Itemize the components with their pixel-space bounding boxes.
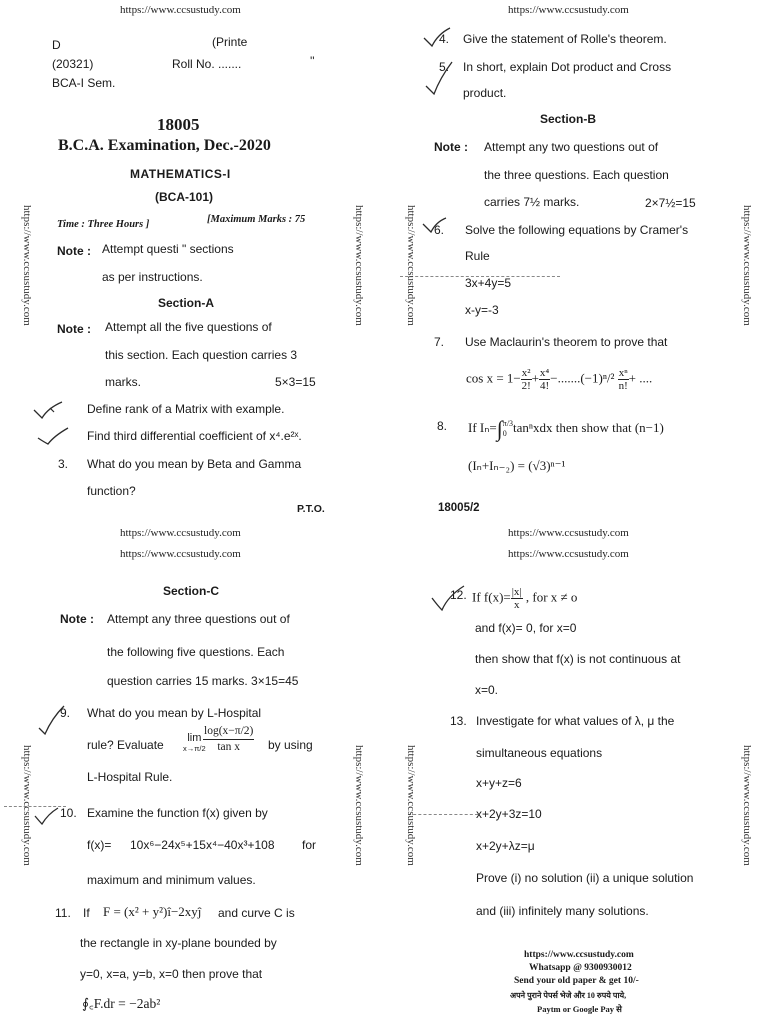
paper-number: 18005 [157,115,200,134]
question-13-number: 13. [450,714,467,728]
question-9-line-3: L-Hospital Rule. [87,770,173,784]
section-b-heading: Section-B [540,112,597,126]
question-12-number: 12. [450,588,467,602]
lhospital-fraction: $\frac{\log(x-\pi/2)}{\text{tan x}}$ [204,725,254,753]
pen-tick-icon [420,216,450,246]
question-13-line-4: and (iii) infinitely many solutions. [476,904,649,918]
d-label: D [52,38,61,52]
promo-whatsapp: Whatsapp @ 9300930012 [529,963,632,973]
question-8-line-1: If Iₙ=∫ π/3 0 tanⁿxdx then show that (n−1) [468,416,664,441]
section-b-note-line-1: Attempt any two questions out of [484,140,659,154]
question-9-line-2-end: by using [268,738,313,752]
promo-hindi-line: अपने पुराने पेपर्स भेजे और 10 रुपये पाये, [510,991,627,1000]
question-3-number: 3. [58,457,69,471]
side-url-left-top: https://www.ccsustudy.com [21,205,33,326]
note-label: Note : [57,244,91,258]
question-10-function: 10x⁶−24x⁵+15x⁴−40x³+108 [130,838,275,852]
semester: BCA-I Sem. [52,76,116,90]
side-url-center-right-top: https://www.ccsustudy.com [405,205,417,326]
question-8-line-2: (Iₙ+Iₙ₋₂) = (√3)ⁿ⁻¹ [468,458,566,473]
section-c-heading: Section-C [163,584,220,598]
question-9-line-2-start: rule? Evaluate [87,738,164,752]
section-b-marks: 2×7½=15 [645,196,696,210]
question-13-equation-2: x+2y+3z=10 [476,807,542,821]
question-7-number: 7. [434,335,445,349]
question-6-line-2: Rule [465,249,490,263]
time-allowed: Time : Three Hours ] [57,219,150,230]
question-6-number: 6. [434,223,445,237]
question-6-line-1: Solve the following equations by Cramer's [465,223,689,237]
roll-number-label: Roll No. ....... [172,57,242,71]
question-2: Find third differential coefficient of x⁴.e²ˣ. [87,429,302,443]
subject-title: MATHEMATICS-I [130,167,231,181]
question-11-line-1-end: and curve C is [218,906,295,920]
scan-line-artifact [408,814,478,815]
question-3-line-2: function? [87,484,136,498]
question-12-line-2: and f(x)= 0, for x=0 [475,621,577,635]
url-header-left: https://www.ccsustudy.com [120,4,241,16]
note-line-2: as per instructions. [102,270,203,284]
lhospital-limit: lim x→π/2 [183,732,206,753]
side-url-center-right-bottom: https://www.ccsustudy.com [405,745,417,866]
side-url-center-left-top: https://www.ccsustudy.com [353,205,365,326]
section-b-note-line-2: the three questions. Each question [484,168,669,182]
question-6-equation-1: 3x+4y=5 [465,276,512,290]
pen-tick-icon [428,584,468,616]
question-11-line-1-start: If [83,906,90,920]
question-12-line-3: then show that f(x) is not continuous at [475,652,681,666]
side-url-left-bottom: https://www.ccsustudy.com [21,745,33,866]
pen-tick-icon [36,700,71,736]
question-3-line-1: What do you mean by Beta and Gamma [87,457,302,471]
question-9-number: 9. [60,706,71,720]
question-7-line-1: Use Maclaurin's theorem to prove that [465,335,668,349]
side-url-center-left-bottom: https://www.ccsustudy.com [353,745,365,866]
pen-tick-icon [32,806,62,830]
section-a-marks: 5×3=15 [275,375,316,389]
question-11-line-2: the rectangle in xy-plane bounded by [80,936,277,950]
question-10-line-1: Examine the function f(x) given by [87,806,268,820]
url-middle-right-1: https://www.ccsustudy.com [508,527,629,539]
promo-send-paper: Send your old paper & get 10/- [514,976,639,986]
question-13-line-1: Investigate for what values of λ, μ the [476,714,675,728]
question-13-equation-3: x+2y+λz=μ [476,839,535,853]
question-5-number: 5. [439,60,450,74]
url-middle-right-2: https://www.ccsustudy.com [508,548,629,560]
exam-title: B.C.A. Examination, Dec.-2020 [58,137,271,154]
question-13-line-3: Prove (i) no solution (ii) a unique solution [476,871,694,885]
url-middle-left-2: https://www.ccsustudy.com [120,548,241,560]
pen-tick-marks-icon [420,26,460,96]
section-a-heading: Section-A [158,296,215,310]
section-c-note-line-2: the following five questions. Each [107,645,285,659]
question-10-line-2-start: f(x)= [87,838,112,852]
question-5-line-2: product. [463,86,507,100]
line-integral-result: ∮꜀F.dr = −2ab² [82,996,161,1011]
question-13-line-2: simultaneous equations [476,746,603,760]
question-11-number: 11. [55,906,71,920]
question-6-equation-2: x-y=-3 [465,303,499,317]
question-10-line-2-end: for [302,838,317,852]
side-url-right-bottom: https://www.ccsustudy.com [741,745,753,866]
note-line-1: Attempt questi " sections [102,242,234,256]
section-b-note-label: Note : [434,140,468,154]
question-1: Define rank of a Matrix with example. [87,402,285,416]
question-5-line-1: In short, explain Dot product and Cross [463,60,672,74]
question-4: Give the statement of Rolle's theorem. [463,32,667,46]
page-footer-number: 18005/2 [438,502,480,514]
question-8-number: 8. [437,419,448,433]
maclaurin-formula: cos x = 1− $\frac{\text{x²}}{2!}$ + $\frac{\text{x⁴}}{4!}$ −.......(−1)ⁿ/² $\frac{\text{xⁿ}}{n!}$ + .... [466,367,653,392]
promo-url: https://www.ccsustudy.com [524,950,634,960]
promo-payment: Paytm or Google Pay से [537,1004,622,1014]
section-c-note-line-3: question carries 15 marks. 3×15=45 [107,674,299,688]
question-9-line-1: What do you mean by L-Hospital [87,706,262,720]
section-a-note-line-2: this section. Each question carries 3 [105,348,298,362]
section-a-note-line-1: Attempt all the five questions of [105,320,272,334]
roll-dots: '' [310,54,315,68]
question-13-equation-1: x+y+z=6 [476,776,522,790]
paper-code: (20321) [52,57,94,71]
pto-label: P.T.O. [297,503,325,515]
section-a-note-label: Note : [57,322,91,336]
side-url-right-top: https://www.ccsustudy.com [741,205,753,326]
question-12-line-1: If f(x)= $\frac{|x|}{x}$ , for x ≠ o [472,586,578,611]
section-a-note-line-3: marks. [105,375,141,389]
url-middle-left-1: https://www.ccsustudy.com [120,527,241,539]
pen-tick-marks-icon [28,398,88,448]
section-c-note-label: Note : [60,612,94,626]
max-marks: [Maximum Marks : 75 [207,214,306,225]
question-10-line-3: maximum and minimum values. [87,873,256,887]
question-4-number: 4. [439,32,450,46]
printed-label: (Printe [212,35,248,49]
vector-field: F = (x² + y²)î−2xyĵ [103,904,202,919]
url-header-right: https://www.ccsustudy.com [508,4,629,16]
section-b-note-line-3: carries 7½ marks. [484,195,580,209]
question-10-number: 10. [60,806,77,820]
section-c-note-line-1: Attempt any three questions out of [107,612,290,626]
question-12-line-4: x=0. [475,683,499,697]
question-11-line-3: y=0, x=a, y=b, x=0 then prove that [80,967,263,981]
subject-code: (BCA-101) [155,190,214,204]
scan-line-artifact [400,276,560,277]
